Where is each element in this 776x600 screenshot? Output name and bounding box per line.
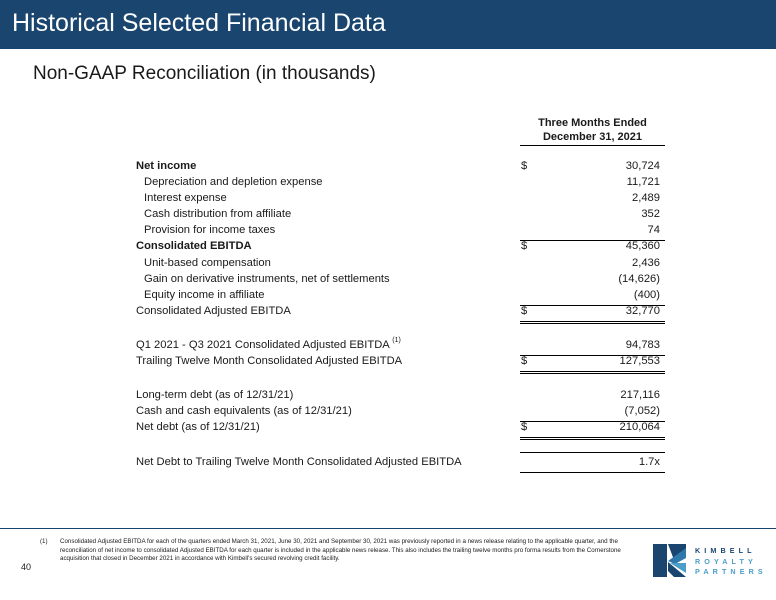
- column-header-line1: Three Months Ended: [538, 117, 647, 129]
- row-value: 352: [641, 208, 660, 220]
- row-label: Equity income in affiliate: [144, 289, 265, 301]
- row-label: Net income: [136, 160, 197, 172]
- total-rule: [520, 321, 665, 322]
- logo-line-3: PARTNERS: [695, 567, 767, 576]
- page-number: 40: [21, 562, 32, 572]
- table-row-consolidated-adjusted-ebitda: [0, 305, 776, 321]
- row-value: 30,724: [625, 160, 660, 172]
- row-value: 2,436: [632, 257, 660, 269]
- row-value: (400): [633, 289, 660, 301]
- table-row-cash-equivalents: [0, 405, 776, 421]
- footnote-text: Consolidated Adjusted EBITDA for each of the quarters ended March 31, 2021, June 30, 2021 and September 30, 2021 was previously reported in a news release relating to the applicable quarter, and the reconciliation of net income to consolidated Adjusted EBITDA for each quarter is included in the applicable news release. This also includes the trailing twelve months pro forma results from the Cornerstone acquisition that closed in December 2021 in accordance with Kimbell's secured revolving credit facility.: [60, 538, 621, 563]
- row-label: Net Debt to Trailing Twelve Month Consolidated Adjusted EBITDA: [136, 456, 462, 468]
- row-label: Net debt (as of 12/31/21): [136, 421, 260, 433]
- logo-line-2: ROYALTY: [695, 556, 757, 566]
- total-double-rule: [520, 373, 665, 374]
- logo-line-1: KIMBELL: [695, 546, 756, 555]
- row-label: Trailing Twelve Month Consolidated Adjusted EBITDA: [136, 355, 403, 367]
- row-label: Cash and cash equivalents (as of 12/31/21): [136, 405, 352, 417]
- row-label: Provision for income taxes: [144, 224, 276, 236]
- total-rule: [520, 472, 665, 473]
- column-header: [520, 116, 665, 144]
- footnote-ref: (1): [392, 337, 401, 344]
- footer-divider: [0, 528, 776, 529]
- logo-wordmark: [695, 546, 767, 578]
- row-value: 127,553: [619, 355, 660, 367]
- row-value: 217,116: [620, 389, 660, 401]
- table-row-consolidated-ebitda: [0, 240, 776, 256]
- dollar-sign: $: [521, 160, 528, 172]
- footnote-number: (1): [40, 538, 48, 545]
- row-label: [136, 339, 401, 351]
- row-value: 1.7x: [638, 456, 660, 468]
- dollar-sign: $: [521, 305, 528, 317]
- row-label: Unit-based compensation: [144, 257, 271, 269]
- dollar-sign: $: [521, 355, 528, 367]
- row-value: 94,783: [625, 339, 660, 351]
- dollar-sign: $: [521, 240, 528, 252]
- table-row-cash-distribution: [0, 208, 776, 224]
- table-row-net-debt: [0, 421, 776, 437]
- table-row-unit-based-comp: [0, 257, 776, 273]
- row-value: 2,489: [632, 192, 660, 204]
- row-label: Long-term debt (as of 12/31/21): [136, 389, 294, 401]
- table-row-q1-q3-adjusted-ebitda: [0, 339, 776, 355]
- row-value: 45,360: [625, 240, 660, 252]
- row-value: (7,052): [624, 405, 660, 417]
- total-rule: [520, 437, 665, 438]
- page-title: Historical Selected Financial Data: [12, 9, 386, 37]
- row-label: Cash distribution from affiliate: [144, 208, 292, 220]
- company-logo: [653, 544, 773, 594]
- total-double-rule: [520, 439, 665, 440]
- row-label-text: Q1 2021 - Q3 2021 Consolidated Adjusted EBITDA: [136, 339, 390, 351]
- row-label: Consolidated Adjusted EBITDA: [136, 305, 291, 317]
- total-rule: [520, 371, 665, 372]
- table-row-equity-income: [0, 289, 776, 305]
- dollar-sign: $: [521, 421, 528, 433]
- row-label: Gain on derivative instruments, net of settlements: [144, 273, 390, 285]
- row-label: Consolidated EBITDA: [136, 240, 252, 252]
- row-label: Interest expense: [144, 192, 227, 204]
- table-row-interest-expense: [0, 192, 776, 208]
- column-header-rule: [520, 145, 665, 146]
- row-value: 32,770: [625, 305, 660, 317]
- logo-mark-icon: [653, 544, 686, 577]
- table-row-ttm-adjusted-ebitda: [0, 355, 776, 371]
- section-subtitle: Non-GAAP Reconciliation (in thousands): [33, 63, 376, 84]
- title-bar: [0, 0, 776, 49]
- row-value: (14,626): [618, 273, 660, 285]
- subtotal-rule: [520, 452, 665, 453]
- row-value: 210,064: [619, 421, 660, 433]
- table-row-depreciation: [0, 176, 776, 192]
- column-header-line2: December 31, 2021: [542, 131, 643, 143]
- row-value: 11,721: [626, 176, 660, 188]
- table-row-net-debt-ratio: [0, 456, 776, 472]
- total-double-rule: [520, 323, 665, 324]
- table-row-net-income: [0, 160, 776, 176]
- table-row-long-term-debt: [0, 389, 776, 405]
- table-row-income-taxes: [0, 224, 776, 240]
- row-value: 74: [647, 224, 660, 236]
- row-label: Depreciation and depletion expense: [144, 176, 323, 188]
- table-row-derivative-gain: [0, 273, 776, 289]
